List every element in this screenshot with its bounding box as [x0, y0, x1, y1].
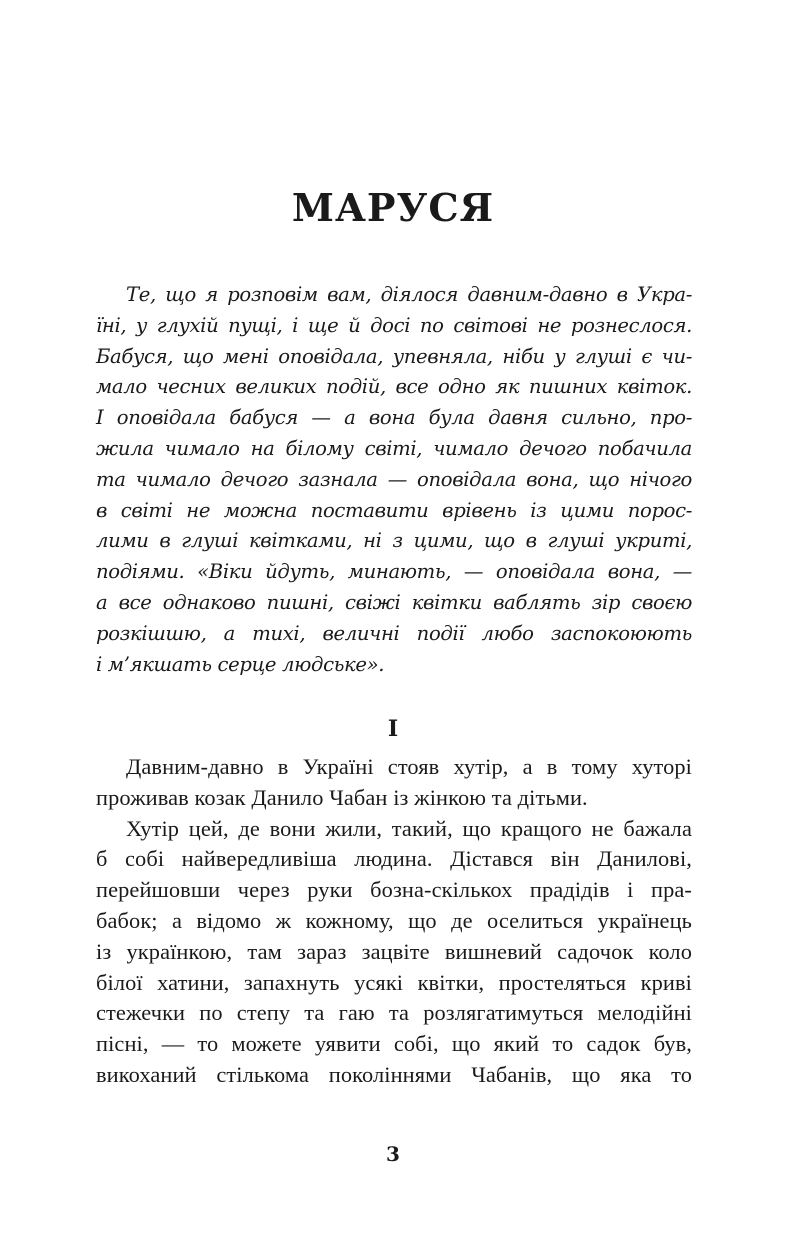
body-line: Хутір цей, де вони жили, такий, що кращого не бажала: [126, 815, 692, 841]
epigraph-line: та чимало дечого зазнала — оповідала вона, що нічого: [96, 467, 692, 491]
epigraph-line: і м’якшать серце людське».: [96, 652, 385, 676]
epigraph-line: а все однаково пишні, свіжі квітки ваблять зір своєю: [96, 590, 692, 614]
body-line: стежечки по степу та гаю та розлягатимуться мелодійні: [96, 1000, 692, 1026]
epigraph-line: І оповідала бабуся — а вона була давня сильно, про-: [96, 406, 692, 430]
epigraph-line: Те, що я розповім вам, діялося давним-давно в Укра-: [126, 283, 692, 306]
body-text: [96, 752, 692, 1091]
epigraph-line: лими в глуші квітками, ні з цими, що в глуші укриті,: [96, 529, 692, 553]
body-line: проживав козак Данило Чабан із жінкою та дітьми.: [96, 784, 588, 810]
epigraph-line: жила чимало на білому світі, чимало дечого побачила: [96, 436, 692, 460]
epigraph-line: мало чесних великих подій, все одно як пишних квіток.: [96, 375, 692, 399]
body-line: Давним-давно в Україні стояв хутір, а в тому хуторі: [126, 754, 692, 779]
epigraph: [96, 280, 692, 680]
body-line: пісні, — то можете уявити собі, що який то садок був,: [96, 1031, 692, 1057]
epigraph-line: розкішшю, а тихі, величні події любо заспокоюють: [96, 621, 692, 645]
epigraph-line: їні, у глухій пущі, і ще й досі по світові не рознеслося.: [96, 313, 692, 337]
chapter-title: МАРУСЯ: [291, 185, 495, 230]
body-line: бабок; а відомо ж кожному, що де оселиться українець: [96, 907, 692, 933]
body-line: білої хатини, запахнуть усякі квітки, простеляться криві: [96, 969, 692, 995]
body-line: із українкою, там зараз зацвіте вишневий садочок коло: [96, 938, 692, 964]
epigraph-line: Бабуся, що мені оповідала, упевняла, ніби у глуші є чи-: [96, 344, 692, 368]
body-line: перейшовши через руки бозна-скількох прадідів і пра-: [96, 877, 692, 903]
epigraph-line: в світі не можна поставити врівень із цими порос-: [96, 498, 692, 522]
epigraph-line: подіями. «Віки йдуть, минають, — оповідала вона, —: [96, 560, 692, 584]
section-number: I: [387, 716, 399, 742]
body-line: б собі найвередливіша людина. Дістався він Данилові,: [96, 846, 692, 872]
page-number: 3: [386, 1142, 400, 1166]
body-line: викоханий стількома поколіннями Чабанів, що яка то: [96, 1061, 692, 1087]
